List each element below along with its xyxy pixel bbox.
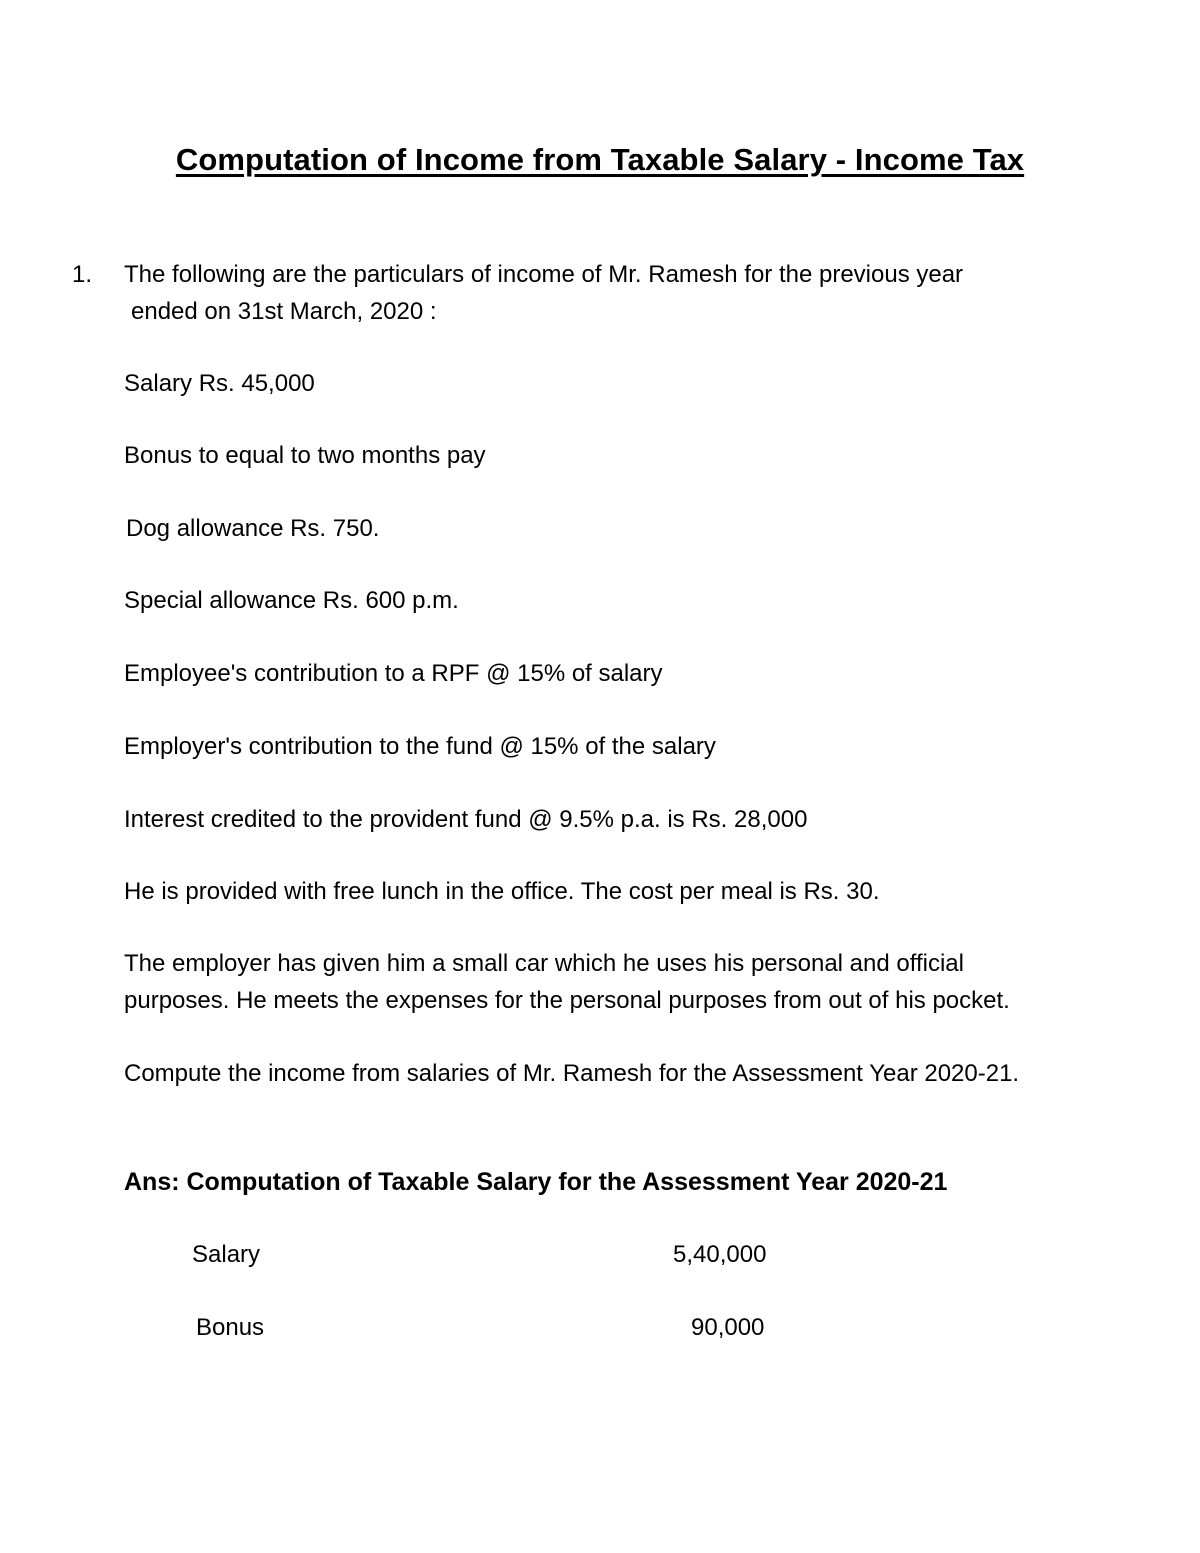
- particular-free-lunch: He is provided with free lunch in the office. The cost per meal is Rs. 30.: [124, 878, 880, 905]
- row-bonus-amount: 90,000: [691, 1314, 765, 1341]
- row-salary-amount: 5,40,000: [673, 1241, 767, 1268]
- particular-interest: Interest credited to the provident fund @ 9.5% p.a. is Rs. 28,000: [124, 806, 808, 833]
- compute-instruction: Compute the income from salaries of Mr. Ramesh for the Assessment Year 2020-21.: [124, 1060, 1020, 1087]
- intro-line-1: The following are the particulars of income of Mr. Ramesh for the previous year: [124, 261, 964, 288]
- particular-employer-fund: Employer's contribution to the fund @ 15% of the salary: [124, 733, 716, 760]
- row-bonus-label: Bonus: [196, 1314, 265, 1341]
- document-title: Computation of Income from Taxable Salary - Income Tax: [175, 142, 1025, 177]
- intro-line-2: ended on 31st March, 2020 :: [131, 298, 437, 325]
- particular-car-line-1: The employer has given him a small car which he uses his personal and official: [124, 950, 964, 977]
- answer-heading: Ans: Computation of Taxable Salary for the Assessment Year 2020-21: [124, 1168, 948, 1196]
- particular-dog-allowance: Dog allowance Rs. 750.: [126, 515, 380, 542]
- particular-special-allowance: Special allowance Rs. 600 p.m.: [124, 587, 459, 614]
- particular-salary: Salary Rs. 45,000: [124, 370, 315, 397]
- particular-car-line-2: purposes. He meets the expenses for the personal purposes from out of his pocket.: [124, 987, 1010, 1014]
- particular-bonus: Bonus to equal to two months pay: [124, 442, 486, 469]
- particular-employee-rpf: Employee's contribution to a RPF @ 15% of salary: [124, 660, 663, 687]
- question-number: 1.: [72, 261, 93, 288]
- row-salary-label: Salary: [192, 1241, 261, 1268]
